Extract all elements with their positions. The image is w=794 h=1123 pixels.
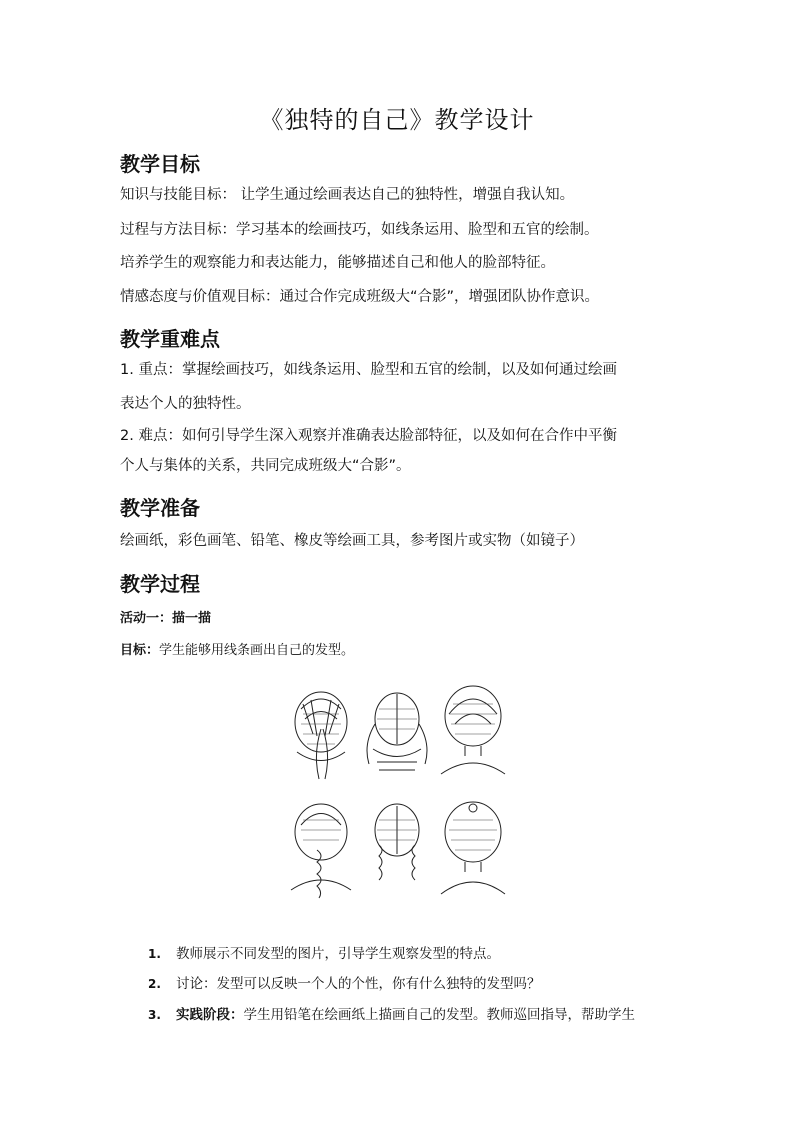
step-label: 实践阶段： <box>176 1007 244 1023</box>
preparation-line-1: 绘画纸，彩色画笔、铅笔、橡皮等绘画工具，参考图片或实物（如镜子） <box>120 533 584 549</box>
process-step-3 <box>148 1003 635 1023</box>
objective-line-1: 知识与技能目标： 让学生通过绘画表达自己的独特性，增强自我认知。 <box>120 187 575 203</box>
step-text: 学生用铅笔在绘画纸上描画自己的发型。教师巡回指导，帮助学生 <box>243 1007 635 1023</box>
heading-objectives: 教学目标 <box>120 152 200 176</box>
activity-title: 活动一：描一描 <box>120 611 212 626</box>
process-step-1 <box>148 942 500 962</box>
hairstyle-sketch-icon <box>283 790 511 903</box>
heading-preparation: 教学准备 <box>120 496 200 520</box>
activity-goal <box>120 639 354 658</box>
process-step-2 <box>148 972 541 992</box>
heading-key-points: 教学重难点 <box>120 327 220 351</box>
step-number: 3. <box>148 1008 161 1022</box>
document-title: 《独特的自己》教学设计 <box>259 106 535 134</box>
heading-process: 教学过程 <box>120 572 200 596</box>
goal-text: 学生能够用线条画出自己的发型。 <box>159 643 355 658</box>
key-point-line-1: 1. 重点：掌握绘画技巧，如线条运用、脸型和五官的绘制，以及如何通过绘画 <box>120 362 617 378</box>
step-number: 2. <box>148 977 161 991</box>
goal-label: 目标： <box>120 643 160 658</box>
key-point-line-4: 个人与集体的关系，共同完成班级大“合影”。 <box>120 458 411 474</box>
hairstyle-illustration-row-1 <box>283 674 511 787</box>
objective-line-4: 情感态度与价值观目标：通过合作完成班级大“合影”，增强团队协作意识。 <box>120 289 600 305</box>
hairstyle-sketch-icon <box>283 674 511 787</box>
key-point-line-3: 2. 难点：如何引导学生深入观察并准确表达脸部特征，以及如何在合作中平衡 <box>120 428 617 444</box>
hairstyle-illustration-row-2 <box>283 790 511 903</box>
step-number: 1. <box>148 947 161 961</box>
step-text: 讨论：发型可以反映一个人的个性，你有什么独特的发型吗？ <box>176 976 541 992</box>
objective-line-3: 培养学生的观察能力和表达能力，能够描述自己和他人的脸部特征。 <box>120 255 555 271</box>
key-point-line-2: 表达个人的独特性。 <box>120 396 251 412</box>
step-text: 教师展示不同发型的图片，引导学生观察发型的特点。 <box>176 946 500 962</box>
objective-line-2: 过程与方法目标：学习基本的绘画技巧，如线条运用、脸型和五官的绘制。 <box>120 222 599 238</box>
